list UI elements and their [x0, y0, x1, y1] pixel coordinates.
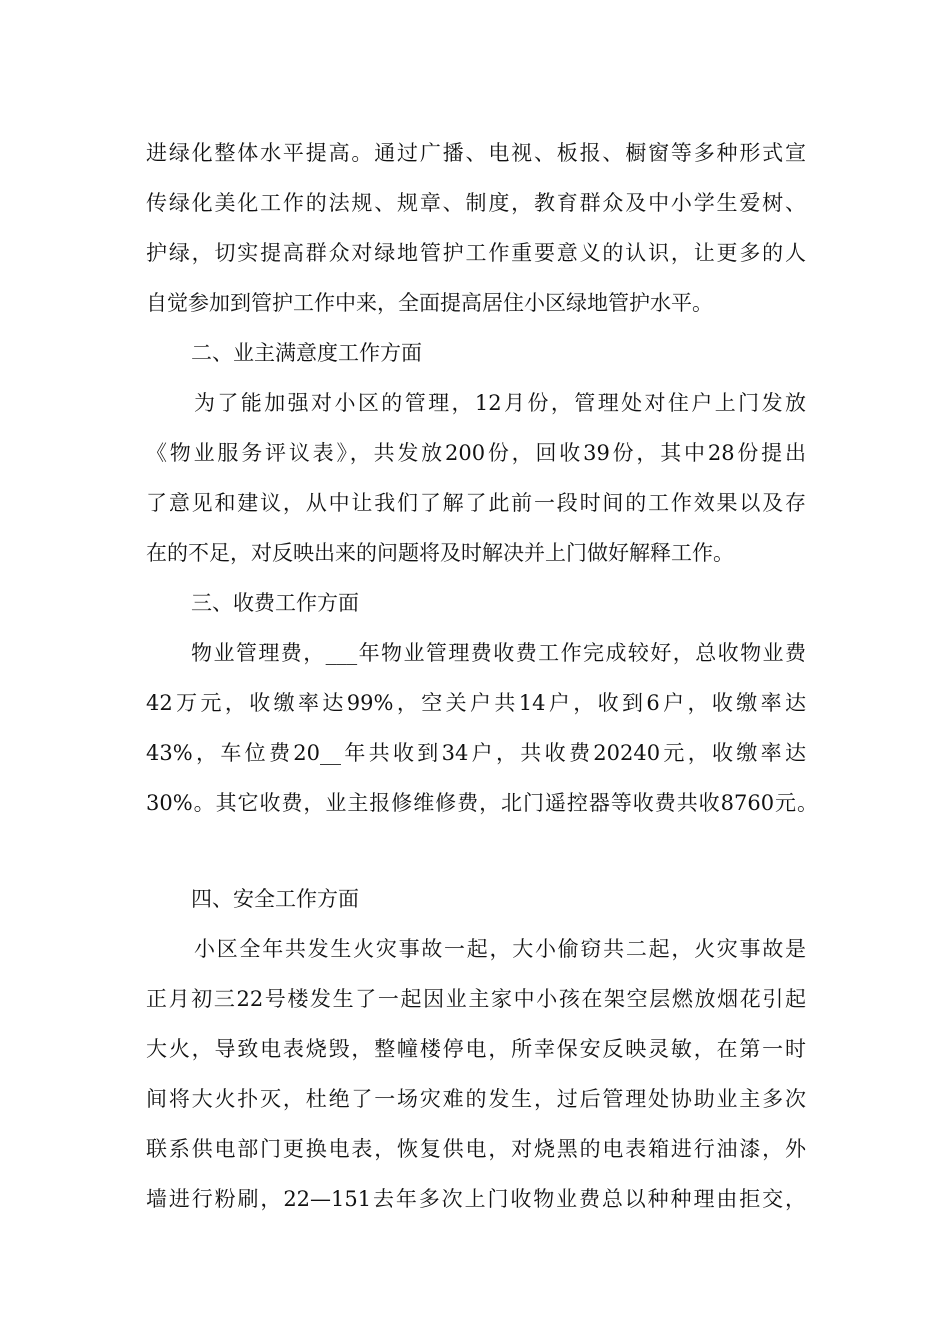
section-heading-satisfaction: 二、业主满意度工作方面	[191, 341, 422, 365]
text-line: 了意见和建议，从中让我们了解了此前一段时间的工作效果以及存	[146, 491, 806, 515]
text-line: 30%。其它收费，业主报修维修费，北门遥控器等收费共收8760元。	[146, 791, 818, 815]
text-line: 护绿，切实提高群众对绿地管护工作重要意义的认识，让更多的人	[146, 241, 806, 265]
text-line: 自觉参加到管护工作中来，全面提高居住小区绿地管护水平。	[146, 291, 713, 315]
text-line: 传绿化美化工作的法规、规章、制度，教育群众及中小学生爱树、	[146, 191, 806, 215]
text-line: 物业管理费，___年物业管理费收费工作完成较好，总收物业费	[191, 641, 806, 665]
section-heading-safety: 四、安全工作方面	[191, 887, 359, 911]
text-line: 《物业服务评议表》，共发放200份，回收39份，其中28份提出	[146, 441, 806, 465]
text-line: 在的不足，对反映出来的问题将及时解决并上门做好解释工作。	[146, 541, 734, 565]
text-line: 联系供电部门更换电表，恢复供电，对烧黑的电表箱进行油漆，外	[146, 1137, 806, 1161]
text-line: 43%，车位费20__年共收到34户，共收费20240元，收缴率达	[146, 741, 806, 765]
text-line: 大火，导致电表烧毁，整幢楼停电，所幸保安反映灵敏，在第一时	[146, 1037, 806, 1061]
text-line: 间将大火扑灭，杜绝了一场灾难的发生，过后管理处协助业主多次	[146, 1087, 806, 1111]
text-line: 进绿化整体水平提高。通过广播、电视、板报、橱窗等多种形式宣	[146, 141, 806, 165]
text-line: 正月初三22号楼发生了一起因业主家中小孩在架空层燃放烟花引起	[146, 987, 806, 1011]
text-line: 小区全年共发生火灾事故一起，大小偷窃共二起，火灾事故是	[194, 937, 806, 961]
section-heading-fees: 三、收费工作方面	[191, 591, 359, 615]
text-line: 墙进行粉刷，22—151去年多次上门收物业费总以种种理由拒交，	[146, 1187, 806, 1211]
text-line: 42万元，收缴率达99%，空关户共14户，收到6户，收缴率达	[146, 691, 806, 715]
text-line: 为了能加强对小区的管理，12月份，管理处对住户上门发放	[194, 391, 806, 415]
